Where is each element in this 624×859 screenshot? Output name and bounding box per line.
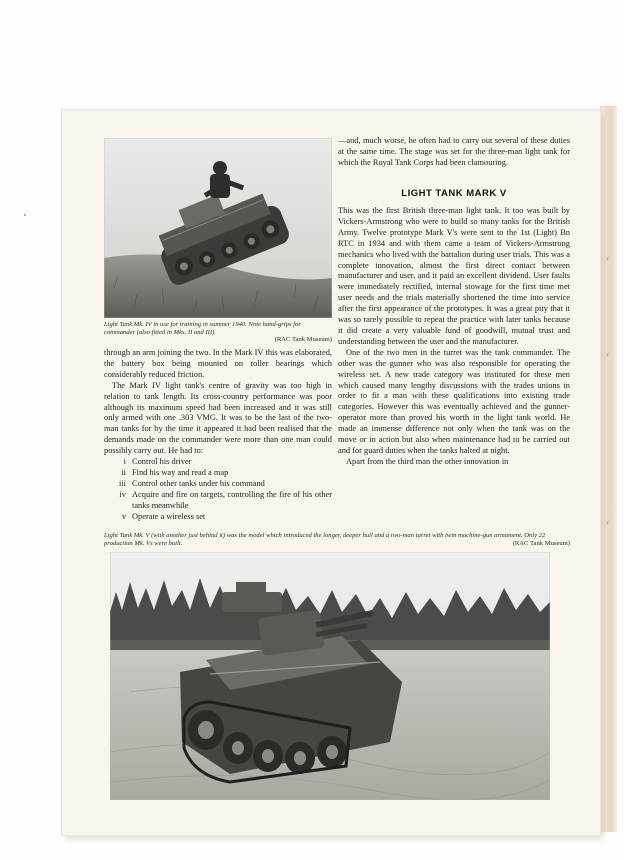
photo-top-credit: (RAC Tank Museum)	[274, 336, 332, 344]
photo-top-caption	[104, 321, 332, 344]
right-column	[338, 206, 570, 468]
photo-top-caption-text: Light Tank Mk. IV in use for training in summer 1940. Note hand-grips for commander (also fitted in Mks. II and III).	[104, 321, 301, 336]
duty-item	[104, 468, 332, 479]
left-paragraph-2: The Mark IV light tank's centre of gravity was too high in relation to tank length. Its cross-country performance was poor although its maximum speed had been increased and it was still only armed with one .303 VMG. It was to be the last of the two-man tanks for by the time it appeared it had been realised that the demands made on the commander were more than one man could possibly carry out. He had to:	[104, 380, 332, 456]
right-paragraph-2: One of the two men in the turret was the tank commander. The other was the gunner who was also responsible for operating the wireless set. A new trade category was instituted for these men which caused many lengthy discussions with the trades unions in order to fit a man with these qualifications into existing trade categories. However this was eventually achieved and the gunner-operator more than proved his worth in the light tank world. He made an immense difference not only when the tank was on the move or in action but also when maintenance had to be carried out and for guard duties when the tanks halted at night.	[338, 347, 570, 455]
photo-light-tank-mk-v	[110, 552, 550, 800]
photo-bottom-caption	[104, 532, 570, 547]
photo-light-tank-mk-iv	[104, 138, 332, 318]
duty-text: Operate a wireless set	[132, 511, 206, 521]
commander-duties-list	[104, 457, 332, 522]
magazine-page	[62, 110, 600, 835]
tank-mk-iv-photo-icon	[104, 138, 332, 318]
next-page-edge	[600, 106, 617, 832]
right-paragraph-1: This was the first British three-man light tank. It too was built by Vickers-Armstrong who were to build so many tanks for the British Army. Twelve prototype Mark V's were sent to the 1st (Light) Bn RTC in 1934 and with them came a team of Vickers-Armstrong mechanics who lived with the battalion during user trials. This was a complete innovation, almost the first direct contact between manufacturer and user, and it paid an excellent dividend. User faults were immediately rectified, internal stowage for the first time met user needs and the trials materially shortened the time into service after the first appearance of the prototypes. It was a great pity that it was so rarely possible to repeat the practice with later tanks because it did create a very valuable fund of goodwill, mutual trust and understanding between the user and the manufacturer.	[338, 206, 570, 346]
tank-mk-v-photo-icon	[110, 552, 550, 800]
edge-bracket-mark: ‹	[606, 518, 610, 527]
right-column-intro	[338, 136, 570, 169]
right-paragraph-3: Apart from the third man the other innovation in	[346, 456, 509, 466]
duty-text: Control other tanks under his command	[132, 478, 265, 488]
right-intro-paragraph: —and, much worse, he often had to carry out several of these duties at the same time. The stage was set for the three-man light tank for which the Royal Tank Corps had been clamouring.	[338, 136, 570, 167]
duty-number: v	[121, 511, 126, 521]
duty-item	[104, 490, 332, 512]
edge-bracket-mark: ‹	[606, 350, 610, 359]
duty-number: i	[123, 457, 126, 467]
photo-bottom-credit: (RAC Tank Museum)	[512, 539, 570, 547]
edge-bracket-mark: ‹	[606, 254, 610, 263]
duty-number: iv	[119, 489, 126, 499]
duty-item	[104, 479, 332, 490]
photo-bottom-caption-text: Light Tank Mk. V (with another just behind it) was the model which introduced the longer, deeper hull and a two-man turret with twin machine-gun armament. Only 22 production Mk. Vs were built.	[104, 532, 546, 547]
duty-text: Control his driver	[132, 457, 192, 467]
duty-number: ii	[121, 467, 126, 477]
left-column	[104, 348, 332, 523]
duty-text: Find his way and read a map	[132, 467, 229, 477]
duty-number: iii	[119, 478, 126, 488]
left-paragraph-1: through an arm joining the two. In the Mark IV this was elaborated, the battery box being mounted on roller bearings which considerably reduced friction.	[104, 348, 332, 379]
duty-text: Acquire and fire on targets, controlling the fire of his other tanks meanwhile	[132, 489, 332, 510]
duty-item	[104, 457, 332, 468]
duty-item	[104, 512, 332, 523]
scan-speck	[24, 214, 26, 216]
section-heading: LIGHT TANK MARK V	[401, 188, 507, 199]
